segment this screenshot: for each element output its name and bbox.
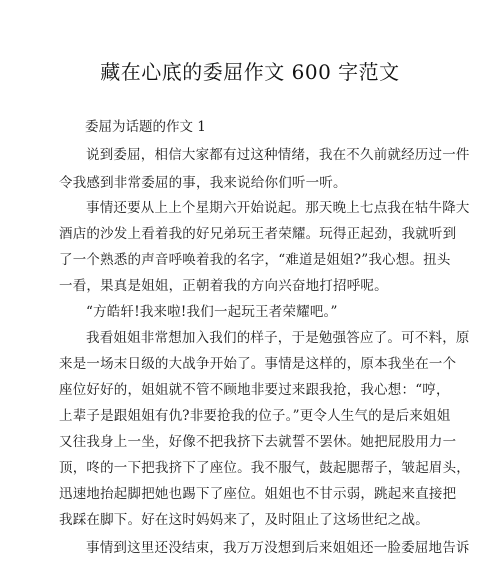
paragraph-line: 事情还要从上上个星期六开始说起。那天晚上七点我在牯牛降大	[86, 200, 470, 216]
paragraph-line: 又往我身上一坐，好像不把我挤下去就誓不罢休。她把屁股用力一	[59, 434, 457, 450]
document-subtitle: 委屈为话题的作文 1	[85, 119, 206, 135]
paragraph-line: 我看姐姐非常想加入我们的样子，于是勉强答应了。可不料，原	[86, 330, 470, 346]
paragraph-line: 事情到这里还没结束，我万万没想到后来姐姐还一脸委屈地告诉	[86, 540, 470, 556]
paragraph-line: 我踩在脚下。好在这时妈妈来了，及时阻止了这场世纪之战。	[59, 512, 429, 528]
paragraph-line: 说到委屈，相信大家都有过这种情绪，我在不久前就经历过一件	[86, 147, 470, 163]
document-title: 藏在心底的委屈作文 600 字范文	[100, 60, 400, 84]
paragraph-line: 令我感到非常委屈的事，我来说给你们听一听。	[59, 175, 347, 191]
paragraph-line: “方皓轩!我来啦!我们一起玩王者荣耀吧。”	[86, 304, 338, 320]
paragraph-line: 顶，咚的一下把我挤下了座位。我不服气，鼓起腮帮子，皱起眉头，	[59, 460, 470, 476]
paragraph-line: 了一个熟悉的声音呼唤着我的名字，“难道是姐姐?”我心想。扭头	[59, 252, 451, 268]
paragraph-line: 上辈子是跟姐姐有仇?非要抢我的位子。”更令人生气的是后来姐姐	[59, 408, 451, 424]
paragraph-line: 迅速地抬起脚把她也踢下了座位。姐姐也不甘示弱，跳起来直接把	[59, 486, 457, 502]
paragraph-line: 酒店的沙发上看着我的好兄弟玩王者荣耀。玩得正起劲，我就听到	[59, 226, 457, 242]
paragraph-line: 来是一场末日级的大战争开始了。事情是这样的，原本我坐在一个	[59, 356, 457, 372]
paragraph-line: 一看，果真是姐姐，正朝着我的方向兴奋地打招呼呢。	[59, 278, 388, 294]
paragraph-line: 座位好好的，姐姐就不管不顾地非要过来跟我抢，我心想：“哼，	[59, 382, 450, 398]
